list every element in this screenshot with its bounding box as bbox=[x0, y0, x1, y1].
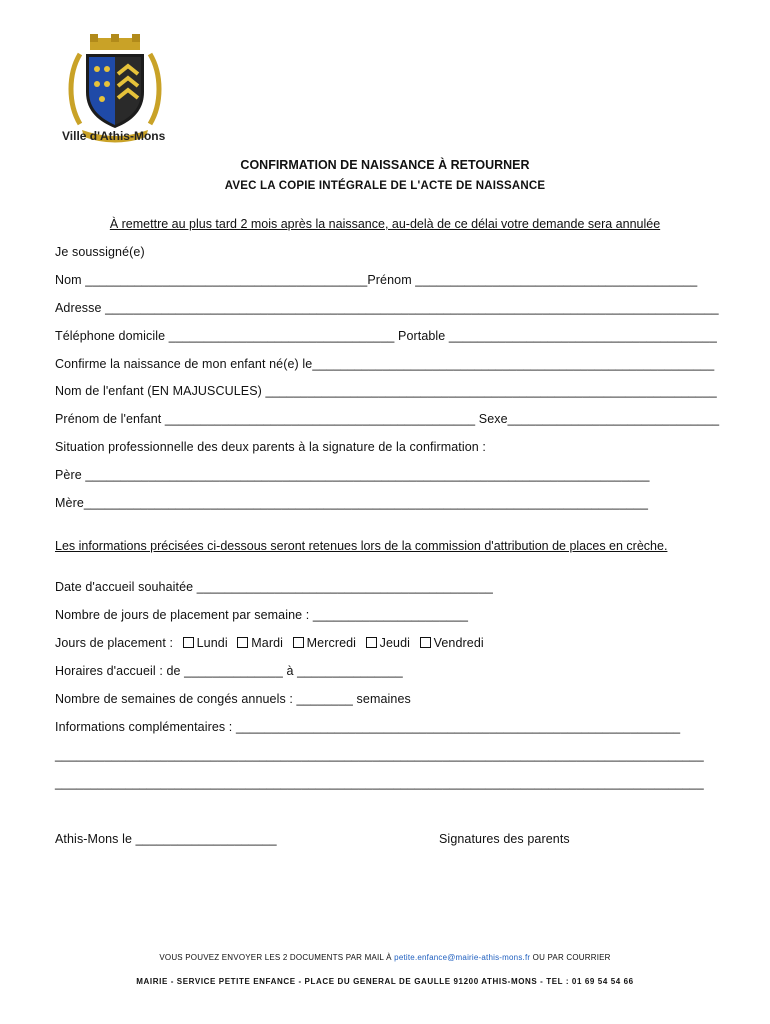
checkbox-mercredi[interactable] bbox=[293, 637, 304, 648]
telephone-field[interactable]: Téléphone domicile ________________________________ Portable ______________________________________ bbox=[55, 329, 717, 343]
jours-placement-row bbox=[55, 636, 484, 650]
adresse-field[interactable]: Adresse _______________________________________________________________________________________ bbox=[55, 301, 719, 315]
prenom-sexe-field[interactable]: Prénom de l'enfant ____________________________________________ Sexe______________________________ bbox=[55, 412, 720, 426]
form-title: CONFIRMATION DE NAISSANCE À RETOURNER bbox=[240, 158, 530, 172]
jour-lundi-label: Lundi bbox=[196, 636, 228, 650]
informations-field[interactable]: Informations complémentaires : _______________________________________________________________ bbox=[55, 720, 681, 734]
checkbox-jeudi[interactable] bbox=[366, 637, 377, 648]
jour-mercredi-label: Mercredi bbox=[306, 636, 357, 650]
footer-address: MAIRIE - SERVICE PETITE ENFANCE - PLACE DU GENERAL DE GAULLE 91200 ATHIS-MONS - TEL : 01 69 54 54 66 bbox=[136, 977, 634, 986]
footer-mail-line bbox=[0, 953, 770, 962]
nombre-jours-field[interactable]: Nombre de jours de placement par semaine : ______________________ bbox=[55, 608, 469, 622]
commission-notice: Les informations précisées ci-dessous seront retenues lors de la commission d'attribution de places en crèche. bbox=[55, 539, 668, 553]
informations-line-2[interactable]: ____________________________________________________________________________________________ bbox=[55, 748, 704, 762]
jour-vendredi-label: Vendredi bbox=[433, 636, 484, 650]
conges-field[interactable]: Nombre de semaines de congés annuels : ________ bbox=[55, 692, 353, 706]
city-name: Ville d'Athis-Mons bbox=[62, 129, 166, 143]
form-subtitle: AVEC LA COPIE INTÉGRALE DE L'ACTE DE NAISSANCE bbox=[224, 180, 546, 192]
conges-row[interactable] bbox=[55, 692, 411, 706]
email-link[interactable]: petite.enfance@mairie-athis-mons.fr bbox=[394, 953, 531, 962]
checkbox-lundi[interactable] bbox=[183, 637, 194, 648]
jour-jeudi-label: Jeudi bbox=[379, 636, 411, 650]
situation-label: Situation professionnelle des deux parents à la signature de la confirmation : bbox=[55, 440, 486, 454]
signatures-label: Signatures des parents bbox=[439, 832, 570, 846]
pere-field[interactable]: Père ________________________________________________________________________________ bbox=[55, 468, 650, 482]
lieu-date-field[interactable]: Athis-Mons le ____________________ bbox=[55, 832, 277, 846]
horaires-field[interactable]: Horaires d'accueil : de ______________ à _______________ bbox=[55, 664, 403, 678]
jours-label: Jours de placement : bbox=[55, 636, 174, 650]
jour-mardi-label: Mardi bbox=[251, 636, 284, 650]
mere-field[interactable]: Mère________________________________________________________________________________ bbox=[55, 496, 649, 510]
nom-enfant-field[interactable]: Nom de l'enfant (EN MAJUSCULES) ________________________________________________________________ bbox=[55, 384, 717, 398]
soussigne-label: Je soussigné(e) bbox=[55, 245, 145, 259]
deadline-notice: À remettre au plus tard 2 mois après la naissance, au-delà de ce délai votre demande sera annulée bbox=[109, 217, 661, 231]
conges-unit: semaines bbox=[356, 692, 411, 706]
informations-line-3[interactable]: ____________________________________________________________________________________________ bbox=[55, 776, 704, 790]
footer-suffix: OU PAR COURRIER bbox=[532, 953, 611, 962]
footer-prefix: VOUS POUVEZ ENVOYER LES 2 DOCUMENTS PAR MAIL À bbox=[159, 953, 392, 962]
date-naissance-field[interactable]: Confirme la naissance de mon enfant né(e) le_________________________________________________________ bbox=[55, 357, 715, 371]
checkbox-mardi[interactable] bbox=[237, 637, 248, 648]
date-accueil-field[interactable]: Date d'accueil souhaitée __________________________________________ bbox=[55, 580, 493, 594]
nom-prenom-field[interactable]: Nom ________________________________________Prénom ________________________________________ bbox=[55, 273, 698, 287]
checkbox-vendredi[interactable] bbox=[420, 637, 431, 648]
